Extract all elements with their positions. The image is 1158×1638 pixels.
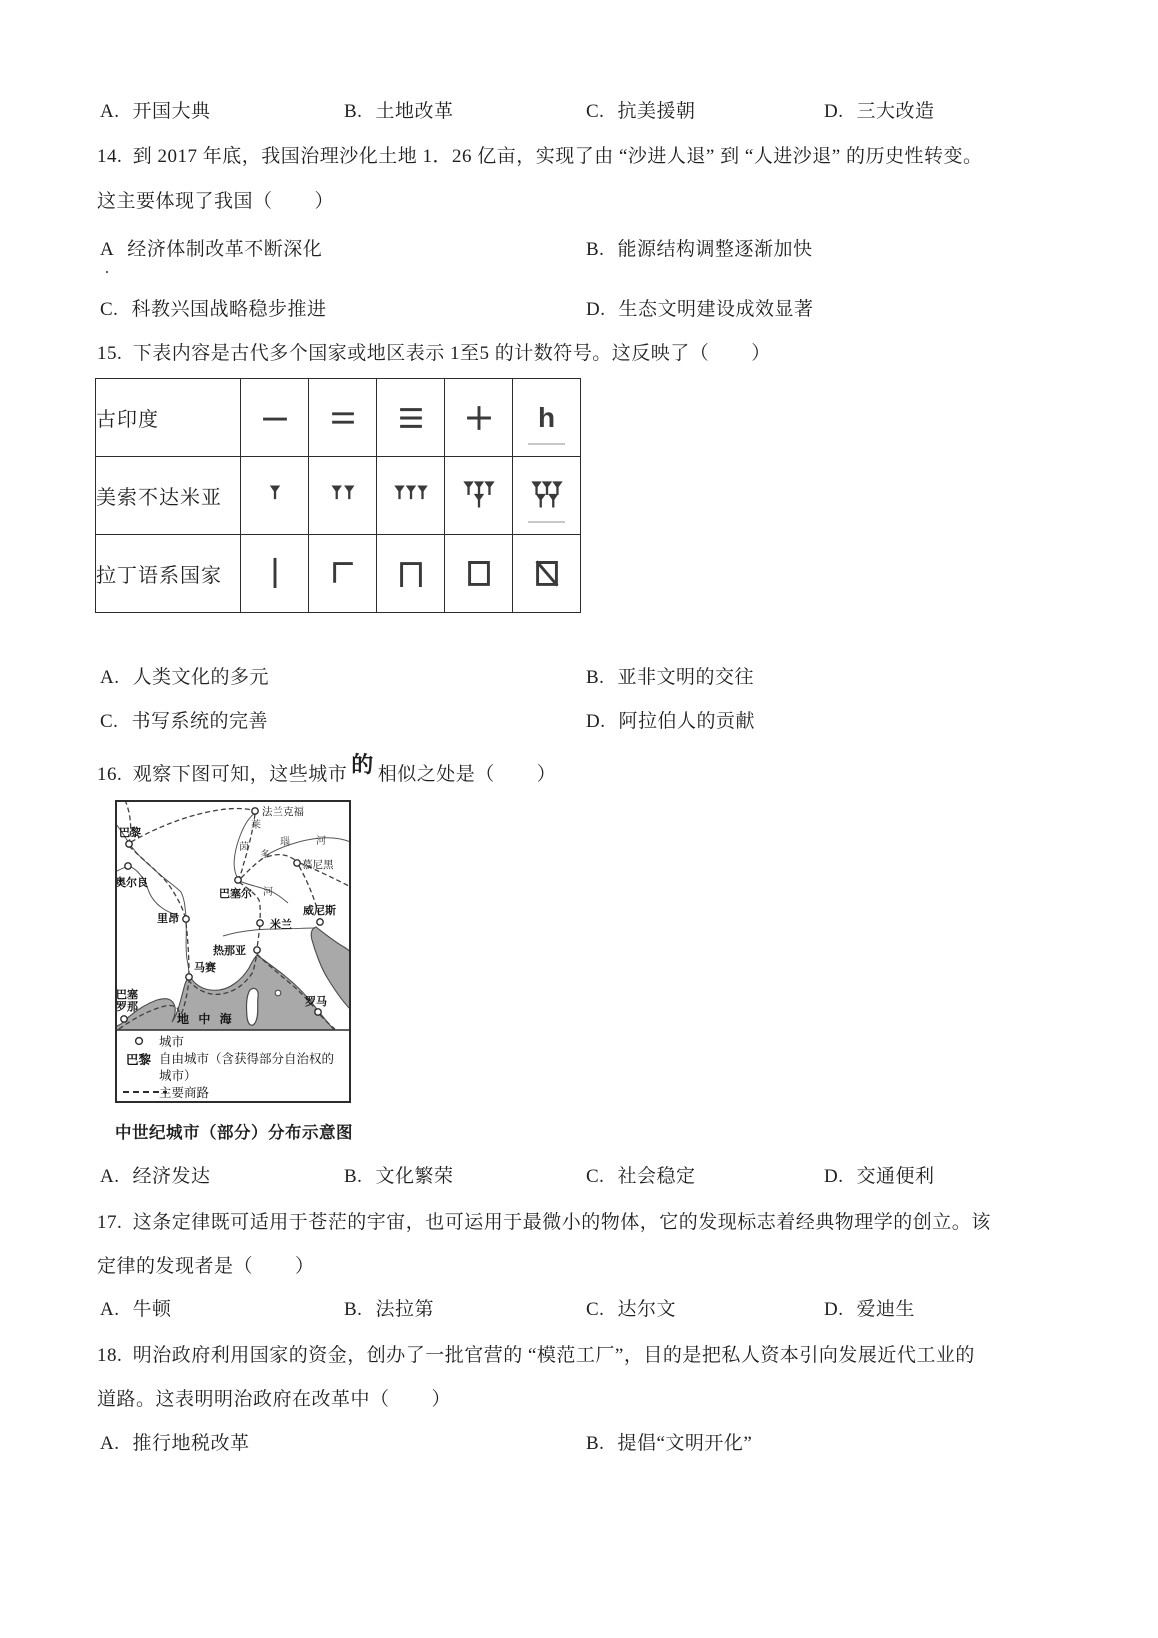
option-letter: B.: [344, 1166, 363, 1187]
q18-option-a: [100, 1431, 250, 1457]
city-dot-genoa: [254, 947, 260, 953]
city-label-marseille: 马赛: [194, 962, 216, 974]
option-text: 科教兴国战略稳步推进: [131, 299, 327, 320]
city-dot-milan: [257, 920, 263, 926]
option-letter: D.: [586, 299, 606, 320]
option-text: 达尔文: [617, 1299, 676, 1320]
q14-option-c: [100, 297, 326, 323]
option-text: 推行地税改革: [132, 1433, 250, 1454]
q16-option-a: [100, 1164, 211, 1190]
city-label-frankfurt: 法兰克福: [262, 806, 304, 818]
q15-option-b: [586, 665, 754, 691]
q17-stem-line1: 17. 这条定律既可适用于苍茫的宇宙，也可运用于最微小的物体，它的发现标志着经典物理学的创立。该: [97, 1212, 991, 1233]
symbol-latin-4: [445, 535, 513, 613]
option-letter: A.: [100, 101, 120, 122]
option-text: 提倡“文明开化”: [617, 1433, 753, 1454]
counting-symbols-table: [95, 378, 581, 613]
option-letter: B.: [586, 667, 605, 688]
river-label-rhine-3: 河: [263, 887, 273, 898]
q13-option-c: [586, 99, 695, 125]
option-letter: A.: [100, 1166, 120, 1187]
option-letter: C.: [586, 1166, 605, 1187]
small-island: [275, 990, 281, 996]
city-dot-marseille: [186, 974, 192, 980]
city-dot-munich: [294, 860, 300, 866]
q14-option-a: [100, 237, 322, 263]
q14-option-b: [586, 237, 812, 263]
city-label-milan: 米兰: [270, 919, 292, 931]
city-dot-basel: [235, 877, 241, 883]
symbol-meso-3: [377, 457, 445, 535]
option-text: 抗美援朝: [617, 101, 696, 122]
q14-stem-line2: 这主要体现了我国（ ）: [97, 191, 335, 212]
symbol-meso-1: [241, 457, 309, 535]
option-letter: C.: [100, 711, 119, 732]
symbol-india-4: [445, 379, 513, 457]
q15-option-a: [100, 665, 269, 691]
city-label-munich: 慕尼黑: [302, 859, 334, 871]
option-text: 经济体制改革不断深化: [127, 239, 323, 260]
option-letter: A: [100, 239, 115, 260]
q16-stem: [97, 752, 557, 788]
table-row-mesopotamia: [96, 457, 581, 535]
river-danube: [265, 838, 351, 856]
symbol-india-5: h: [513, 379, 581, 457]
sea-label: 地 中 海: [177, 1012, 235, 1026]
option-text: 能源结构调整逐渐加快: [617, 239, 813, 260]
symbol-latin-1: [241, 535, 309, 613]
option-letter: A.: [100, 1433, 120, 1454]
city-label-orleans: 奥尔良: [115, 877, 148, 889]
city-label-genoa: 热那亚: [213, 945, 246, 957]
option-letter: B.: [344, 101, 363, 122]
option-text: 书写系统的完善: [131, 711, 268, 732]
legend-free-city-line1: 自由城市（含获得部分自治权的: [159, 1052, 335, 1066]
table-row-india: [96, 379, 581, 457]
river-label-rhine-2: 茵: [239, 842, 249, 853]
city-label-lyon: 里昂: [157, 913, 179, 925]
option-letter: B.: [586, 1433, 605, 1454]
river-loire: [115, 866, 179, 916]
option-text: 交通便利: [856, 1166, 935, 1187]
option-letter: C.: [586, 101, 605, 122]
q18-stem-line2: 道路。这表明明治政府在改革中（ ）: [97, 1389, 452, 1410]
city-label-venice: 威尼斯: [303, 905, 336, 917]
city-label-basel: 巴塞尔: [219, 888, 252, 900]
option-text: 阿拉伯人的贡献: [618, 711, 755, 732]
river-po: [223, 928, 315, 936]
city-dot-paris: [126, 841, 132, 847]
q14-stem-line1: 14. 到 2017 年底，我国治理沙化土地 1．26 亿亩，实现了由 “沙进人退” 到 “人进沙退” 的历史性转变。: [97, 146, 983, 167]
q15-stem: 15. 下表内容是古代多个国家或地区表示 1至5 的计数符号。这反映了（ ）: [97, 343, 771, 364]
river-label-danube-3: 河: [316, 836, 326, 847]
option-text: 法拉第: [375, 1299, 434, 1320]
symbol-meso-4: [445, 457, 513, 535]
symbol-latin-3: [377, 535, 445, 613]
route-paris-frankfurt: [131, 809, 252, 843]
option-letter: D.: [586, 711, 606, 732]
option-text: 爱迪生: [856, 1299, 915, 1320]
q17-option-d: [824, 1297, 915, 1323]
option-text: 三大改造: [856, 101, 935, 122]
medieval-cities-map: [115, 800, 351, 1103]
option-letter: B.: [344, 1299, 363, 1320]
city-label-barcelona-line1: 巴塞: [116, 989, 138, 1001]
option-text: 生态文明建设成效显著: [618, 299, 814, 320]
map-caption: 中世纪城市（部分）分布示意图: [115, 1123, 353, 1142]
river-label-danube-1: 多: [260, 850, 270, 861]
symbol-meso-5: [513, 457, 581, 535]
option-letter: C.: [586, 1299, 605, 1320]
q16-stem-emphasis: 的: [351, 752, 374, 777]
city-label-barcelona-line2: 罗那: [116, 1001, 138, 1013]
q18-option-b: [586, 1431, 752, 1457]
symbol-latin-5: [513, 535, 581, 613]
corsica-island: [246, 988, 258, 1025]
legend-free-city-line2: 城市）: [159, 1069, 197, 1083]
q16-option-c: [586, 1164, 695, 1190]
option-text: 人类文化的多元: [132, 667, 269, 688]
stray-mark: ·: [104, 262, 110, 282]
option-letter: B.: [586, 239, 605, 260]
q13-option-d: [824, 99, 935, 125]
symbol-india-3: [377, 379, 445, 457]
q16-stem-before: 16. 观察下图可知，这些城市: [97, 764, 348, 785]
option-text: 牛顿: [132, 1299, 172, 1320]
symbol-india-1: [241, 379, 309, 457]
route-to-munich: [267, 855, 295, 860]
legend-city-label: 城市: [159, 1035, 185, 1049]
legend-city-dot: [136, 1038, 143, 1045]
q17-option-c: [586, 1297, 676, 1323]
option-letter: A.: [100, 667, 120, 688]
legend-route-label: 主要商路: [159, 1086, 210, 1100]
symbol-india-2: [309, 379, 377, 457]
symbol-latin-2: [309, 535, 377, 613]
table-row-latin: [96, 535, 581, 613]
option-text: 土地改革: [375, 101, 454, 122]
q16-option-d: [824, 1164, 935, 1190]
option-text: 经济发达: [132, 1166, 211, 1187]
option-letter: D.: [824, 101, 844, 122]
q17-stem-line2: 定律的发现者是（ ）: [97, 1256, 315, 1277]
row-label-india: 古印度: [96, 379, 241, 457]
option-letter: A.: [100, 1299, 120, 1320]
city-label-rome: 罗马: [305, 996, 327, 1008]
option-text: 亚非文明的交往: [617, 667, 754, 688]
river-label-rhine-1: 莱: [251, 820, 261, 831]
q16-stem-after: 相似之处是（ ）: [377, 764, 557, 785]
city-dot-frankfurt: [252, 808, 258, 814]
option-text: 社会稳定: [617, 1166, 696, 1187]
option-letter: D.: [824, 1299, 844, 1320]
city-label-paris: 巴黎: [119, 827, 141, 839]
option-letter: C.: [100, 299, 119, 320]
route-milan-genoa: [257, 925, 260, 948]
q14-option-d: [586, 297, 814, 323]
symbol-meso-2: [309, 457, 377, 535]
city-dot-lyon: [183, 916, 189, 922]
city-dot-rome: [315, 1009, 321, 1015]
city-dot-barcelona: [121, 1016, 127, 1022]
city-dot-orleans: [125, 863, 131, 869]
river-label-danube-2: 瑙: [280, 837, 290, 848]
q17-option-a: [100, 1297, 172, 1323]
row-label-mesopotamia: 美索不达米亚: [96, 457, 241, 535]
option-letter: D.: [824, 1166, 844, 1187]
city-dot-venice: [317, 919, 323, 925]
legend-free-city-key: 巴黎: [126, 1053, 152, 1067]
q13-option-a: [100, 99, 211, 125]
q15-option-d: [586, 709, 755, 735]
q15-option-c: [100, 709, 268, 735]
q16-option-b: [344, 1164, 453, 1190]
q18-stem-line1: 18. 明治政府利用国家的资金，创办了一批官营的 “模范工厂”，目的是把私人资本引向发展近代工业的: [97, 1345, 975, 1366]
q17-option-b: [344, 1297, 434, 1323]
q13-option-b: [344, 99, 453, 125]
option-text: 开国大典: [132, 101, 211, 122]
option-text: 文化繁荣: [375, 1166, 454, 1187]
row-label-latin: 拉丁语系国家: [96, 535, 241, 613]
